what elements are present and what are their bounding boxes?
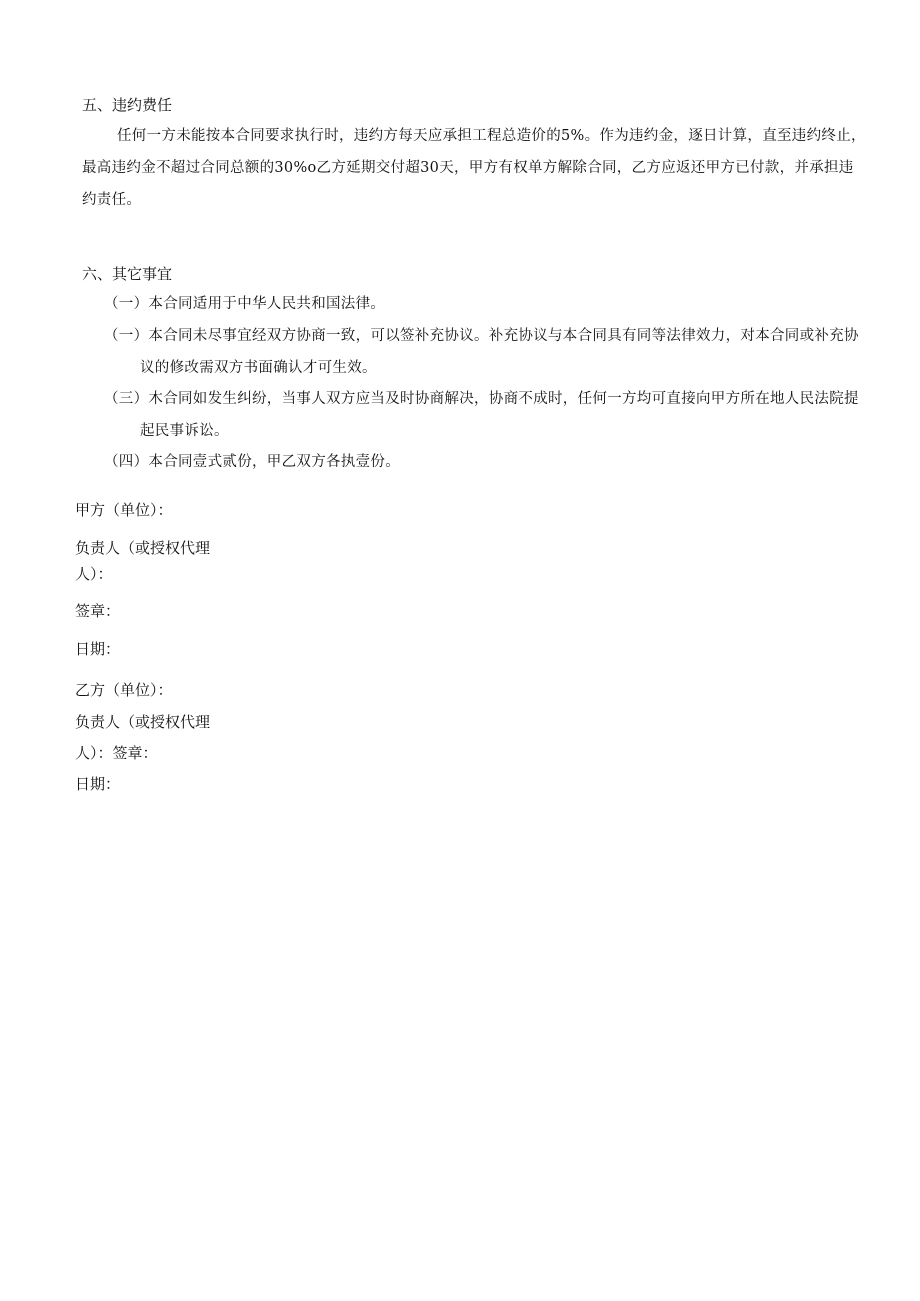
section-5-line-2: 最高违约金不超过合同总额的30%o乙方延期交付超30天，甲方有权单方解除合同，乙方应返还甲方已付款，并承担违 [82, 160, 854, 176]
party-a-rep-label-line-2: 人）： [75, 565, 113, 583]
party-b-date-label: 日期： [75, 775, 121, 793]
party-b-unit-label: 乙方（单位）： [75, 681, 173, 699]
section-6-item-1-line-1: （一）本合同适用于中华人民共和国法律。 [104, 296, 386, 312]
party-a-unit-label: 甲方（单位）： [75, 501, 173, 519]
section-6-item-2-line-2: 议的修改需双方书面确认才可生效。 [140, 360, 377, 376]
section-6-item-2-line-1: （一）本合同未尽事宜经双方协商一致，可以签补充协议。补充协议与本合同具有同等法律效力，对本合同或补充协 [104, 328, 859, 344]
section-5-line-1: 任何一方未能按本合同要求执行时，违约方每天应承担工程总造价的5%。作为违约金，逐日计算，直至违约终止， [117, 128, 866, 144]
section-6-item-3-line-2: 起民事诉讼。 [140, 423, 229, 439]
party-a-seal-label: 签章： [75, 602, 121, 620]
section-6-item-1 [104, 288, 894, 320]
section-6-heading: 六、其它事宜 [82, 265, 173, 283]
section-6-item-4-line-1: （四）本合同壹式贰份，甲乙双方各执壹份。 [104, 454, 400, 470]
section-6-item-3 [104, 383, 894, 447]
section-6-item-2 [104, 320, 894, 384]
party-b-rep-label-line-2: 人）：签章： [75, 744, 158, 762]
party-a-rep-label-line-1: 负责人（或授权代理 [75, 539, 211, 557]
party-a-date-label: 日期： [75, 640, 121, 658]
section-5-line-3: 约责任。 [82, 192, 142, 208]
party-b-rep-label-line-1: 负责人（或授权代理 [75, 713, 211, 731]
section-6-item-3-line-1: （三）木合同如发生纠纷，当事人双方应当及时协商解决，协商不成时，任何一方均可直接向甲方所在地人民法院提 [104, 391, 859, 407]
section-5-heading: 五、违约费任 [82, 96, 173, 114]
section-6-item-4 [104, 446, 894, 478]
section-5-body [82, 120, 897, 216]
